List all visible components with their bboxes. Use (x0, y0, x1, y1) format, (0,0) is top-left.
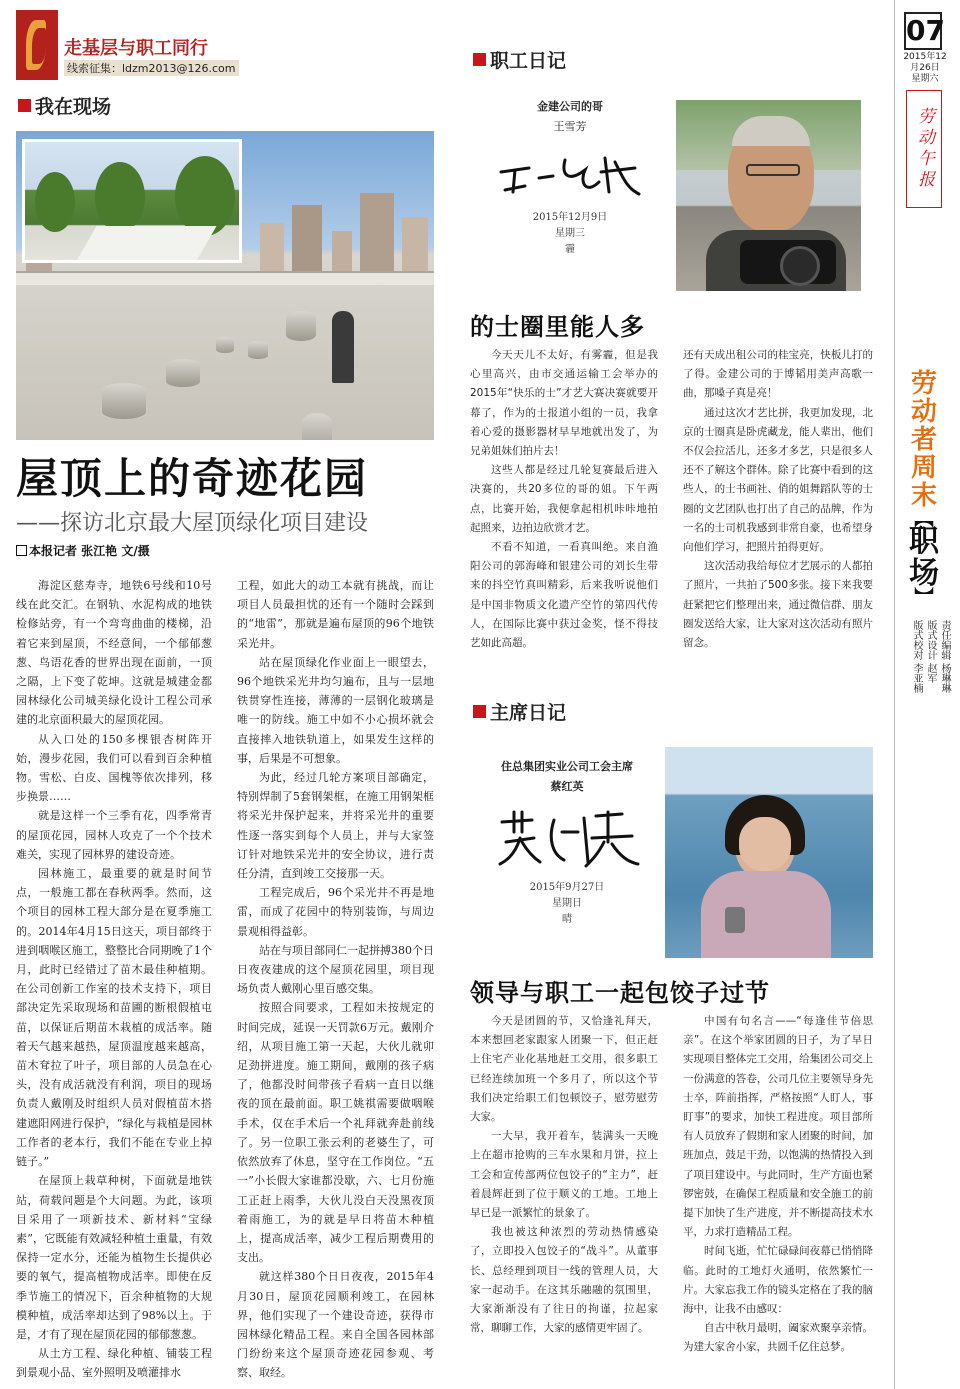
paragraph: 通过这次才艺比拼，我更加发现，北京的士圈真是卧虎藏龙，能人辈出，他们不仅会拉活儿，还多才多艺，只是很多人还不了解这个群体。除了比赛中看到的这些人，的士书画社、俏的姐舞蹈队等的士圈的文艺团队也打出了自己的品牌，作为一名的士司机我感到非常自豪，也希望身向他们学习，把照片拍得更好。 (683, 406, 873, 554)
paragraph: 自古中秋月最明，阖家欢聚享亲情。为建大家舍小家，共圆千亿住总梦。 (683, 1322, 873, 1354)
paragraph: 从土方工程、绿化种植、铺装工程到景观小品、室外照明及喷灌排水 (16, 1347, 212, 1380)
diary-weekday: 星期日 (552, 898, 582, 909)
diary2-headline: 领导与职工一起包饺子过节 (470, 979, 770, 1007)
section-label-worker-diary (473, 46, 566, 73)
newspaper-masthead: 劳动午报 (906, 90, 942, 208)
paragraph: 就这样380个日日夜夜，2015年4月30日，屋顶花园顺利竣工，在园林界，他们实现了一个建设奇迹，获得市园林绿化精品工程。来自全国各园林部门纷纷来这个屋顶奇迹花园参观、考察、取经。 (237, 1270, 434, 1380)
column-logo-email: 线索征集：ldzm2013@126.com (64, 60, 239, 76)
author-name: 蔡红英 (550, 780, 584, 793)
page-number: 07 (904, 12, 942, 50)
diary1-headline: 的士圈里能人多 (470, 313, 645, 341)
headline: 屋顶上的奇迹花园 (16, 454, 369, 503)
byline: 本报记者 张江艳 文/摄 (16, 542, 150, 559)
paragraph: 今天天儿不太好，有雾霾，但是我心里高兴，由市交通运输工会举办的2015年“快乐的士”才艺大赛决赛就要开幕了，作为的士报道小组的一员，我拿着心爱的摄影器材早早地就出发了，为兄弟姐妹们拍片去！ (470, 349, 658, 458)
diary-date: 2015年12月9日 (532, 212, 608, 223)
diary1-column-2 (683, 346, 873, 653)
paragraph: 在屋顶上栽草种树，下面就是地铁站，荷载问题是个大问题。为此，该项目采用了一项新技术、新材料“宝绿素”，它既能有效减轻种植土重量，有效保持一定水分，还能为植物生长提供必要的氧气，提高植物成活率。即使在反季节施工的情况下，百余种植物的大规模种植，成活率却达到了98%以上。于是，才有了现在屋顶花园的郁郁葱葱。 (16, 1174, 212, 1341)
article-column-1 (16, 576, 212, 1383)
paragraph: 今天是团圆的节，又恰逢礼拜天，本来想回老家跟家人团聚一下，但正赶上住宅产业化基地赶工交用，很多职工已经连续加班一个多月了，所以这个节我们决定给职工们包顿饺子，慰劳慰劳大家。 (470, 1015, 658, 1124)
diary2-column-1 (470, 1012, 658, 1338)
author-role: 金建公司的哥 (537, 100, 603, 113)
taxi-driver-portrait (676, 100, 861, 291)
weekly-title: 劳动者周末 (910, 369, 937, 511)
credit-line: 版式设计 赵军 (925, 620, 936, 684)
editor-credits (900, 620, 950, 730)
paragraph: 时间飞逝，忙忙碌碌间夜幕已悄悄降临。此时的工地灯火通明，依然繁忙一片。大家忘我工作的镜头定格在了我的脑海中，让我不由感叹： (683, 1245, 873, 1316)
diary-date: 2015年9月27日 (529, 882, 605, 893)
diary-weekday: 星期三 (555, 228, 585, 239)
right-rail-divider (894, 0, 895, 1389)
diary2-author-block (472, 758, 662, 928)
column-logo-title: 走基层与职工同行 (64, 38, 208, 59)
paragraph: 园林施工，最重要的就是时间节点，一般施工都在春秋两季。然而，这个项目的园林工程大部分是在夏季施工的。2014年4月15日这天，项目部终于进到咽喉区施工，整整比合同期晚了1个月，此时已经错过了苗木最佳种植期。在公司创新工作室的技术支持下，项目部决定先采取现场和苗圃的断根假植屯苗，以保证后期苗木栽植的成活率。随着天气越来越热，屋顶温度越来越高，苗木耷拉了叶子，项目部的人员急在心头，没有成活就没有利润，项目的现场负责人戴刚及时组织人员对假植苗木搭建遮阳网进行保护，“绿化与栽植是园林工作者的老本行，我们不能在专业上掉链子。” (16, 867, 212, 1169)
paragraph: 这次活动我给每位才艺展示的人都拍了照片，一共拍了500多张。接下来我要赶紧把它们整理出来，通过微信群、朋友圈发送给大家，让大家对这次活动有照片留念。 (683, 560, 873, 650)
paragraph: 这些人都是经过几轮复赛最后进入决赛的，共20多位的哥的姐。下午两点，比赛开始，我便拿起相机咔咔地拍起照来，边拍边欣赏才艺。 (470, 464, 658, 534)
section-label-chairman-diary (473, 698, 566, 725)
section-label-on-site (18, 92, 111, 119)
paragraph: 为此，经过几轮方案项目部确定，特别焊制了5套钢架框，在施工用钢架框将采光井保护起来，并将采光井的重要性逐一落实到每个人员上，并与大家签订针对地铁采光井的安全协议，进行责任分清，直到竣工交接那一天。 (237, 771, 434, 881)
paragraph: 工程，如此大的动工本就有挑战，而让项目人员最担忧的还有一个随时会踩到的“地雷”，那就是遍布屋顶的96个地铁采光井。 (237, 579, 434, 650)
page-date: 2015年12月26日 星期六 (903, 52, 947, 84)
worker-figure (332, 311, 354, 383)
paragraph: 不看不知道，一看真叫绝。来自渔阳公司的郭海峰和银建公司的刘长生带来的抖空竹真叫精彩，后来我听说他们是中国非物质文化遗产空竹的第四代传人，在国际比赛中获过金奖，怪不得技艺如此高超。 (470, 541, 658, 650)
credit-line: 版式校对 李亚楠 (911, 620, 922, 694)
signature-image (495, 142, 645, 202)
paragraph: 按照合同要求，工程如未按规定的时间完成，延误一天罚款6万元。戴刚介绍，从项目施工第一天起，大伙儿就卯足劲拼进度。施工期间，戴刚的孩子病了，他都没时间带孩子看病一直日以继夜的顶在最前面。职工姚祺需要做咽喉手术，仅在手术后一个礼拜就奔赴前线了。另一位职工张云利的老婆生了，可依然放弃了休息，坚守在工作岗位。“五一”小长假大家谁都没歇，六、七月份施工正赶上雨季，大伙儿没白天没黑夜顶着雨施工，为的就是早日将苗木种植上，提高成活率，减少工程后期费用的支出。 (237, 1001, 434, 1265)
author-name: 王雪芳 (553, 120, 587, 133)
author-role: 住总集团实业公司工会主席 (501, 760, 633, 773)
credit-line: 责任编辑 杨琳琳 (939, 620, 950, 694)
byline-box-icon (16, 545, 27, 556)
diary1-author-block (480, 98, 660, 268)
diary2-column-2 (683, 1012, 873, 1358)
section-square-icon (473, 53, 486, 66)
section-label-text: 我在现场 (35, 96, 112, 118)
diary1-column-1 (470, 346, 658, 653)
chairman-portrait (665, 747, 873, 958)
paragraph: 就是这样一个三季有花，四季常青的屋顶花园，园林人攻克了一个个技术难关，实现了园林界的建设奇迹。 (16, 809, 212, 861)
garden-inset-photo (22, 139, 242, 263)
section-square-icon (473, 705, 486, 718)
section-label-text: 职工日记 (490, 50, 567, 72)
paragraph: 站在屋顶绿化作业面上一眼望去，96个地铁采光井均匀遍布，且与一层地铁贯穿性连接，薄薄的一层钢化玻璃是唯一的防线。施工中如不小心损坏就会直接摔入地铁轨道上，如果发生这样的事，后果是不可想象。 (237, 655, 434, 765)
diary-weather: 霾 (565, 244, 575, 255)
paragraph: 一大早，我开着车，装满头一天晚上在超市抢购的三车水果和月饼，拉上工会和宣传部两位包饺子的“主力”，赶着晨辉赶到了位于顺义的工地。工地上早已是一派繁忙的景象了。 (470, 1130, 658, 1220)
paragraph: 从入口处的150多棵银杏树阵开始，漫步花园，我们可以看到百余种植物。雪松、白皮、国槐等依次排列，移步换景…… (16, 732, 212, 804)
paragraph: 站在与项目部同仁一起拼搏380个日日夜夜建成的这个屋顶花园里，项目现场负责人戴刚心里百感交集。 (237, 943, 434, 996)
paragraph: 中国有句名言——“每逢佳节倍思亲”。在这个举家团圆的日子，为了早日实现项目整体完工交用，给集团公司交上一份满意的答卷，公司几位主要领导身先士卒，阵前指挥，严格按照“人盯人，事盯事”的要求，加快工程进度。项目部所有人员放弃了假期和家人团聚的时间，加班加点，鼓足干劲，以饱满的热情投入到了项目建设中。与此同时，生产方面也紧锣密鼓，在确保工程质量和安全施工的前提下加快了生产进度，并不断提高技术水平，力求打造精品工程。 (683, 1015, 873, 1239)
section-square-icon (18, 99, 31, 112)
column-logo (16, 10, 236, 80)
paragraph: 海淀区慈寿寺，地铁6号线和10号线在此交汇。在钢轨、水泥构成的地铁检修站旁，有一个弯弯曲曲的楼梯，沿着它来到屋顶，不经意间，一个郁郁葱葱、鸟语花香的世界出现在面前，一顶之隔，上下变了乾坤。这就是城建金都园林绿化公司城美绿化设计工程公司承建的北京面积最大的屋顶花园。 (16, 579, 212, 727)
diary-weather: 晴 (562, 914, 572, 925)
logo-flame-icon (16, 10, 58, 80)
paragraph: 还有天成出租公司的桂宝亮，快板儿打的了得。金建公司的于博韬用美声高歌一曲，那嗓子真是亮！ (683, 349, 873, 400)
paragraph: 我也被这种浓烈的劳动热情感染了，立即投入包饺子的“战斗”。从董事长、总经理到项目一线的管理人员，大家一起动手。在这其乐融融的氛围里，大家渐渐没有了往日的拘谨，拉起家常，聊聊工作，大家的感情更牢固了。 (470, 1226, 658, 1335)
section-label-text: 主席日记 (490, 702, 567, 724)
signature-image (492, 802, 642, 872)
article-column-2 (237, 576, 434, 1383)
paragraph: 工程完成后，96个采光井不再是地雷，而成了花园中的特别装饰，与周边景观相得益彰。 (237, 886, 434, 938)
section-title: ︻ 职场 ︼ (909, 507, 939, 609)
rooftop-garden-photo (16, 131, 434, 440)
subheadline: ——探访北京最大屋顶绿化项目建设 (16, 511, 369, 536)
